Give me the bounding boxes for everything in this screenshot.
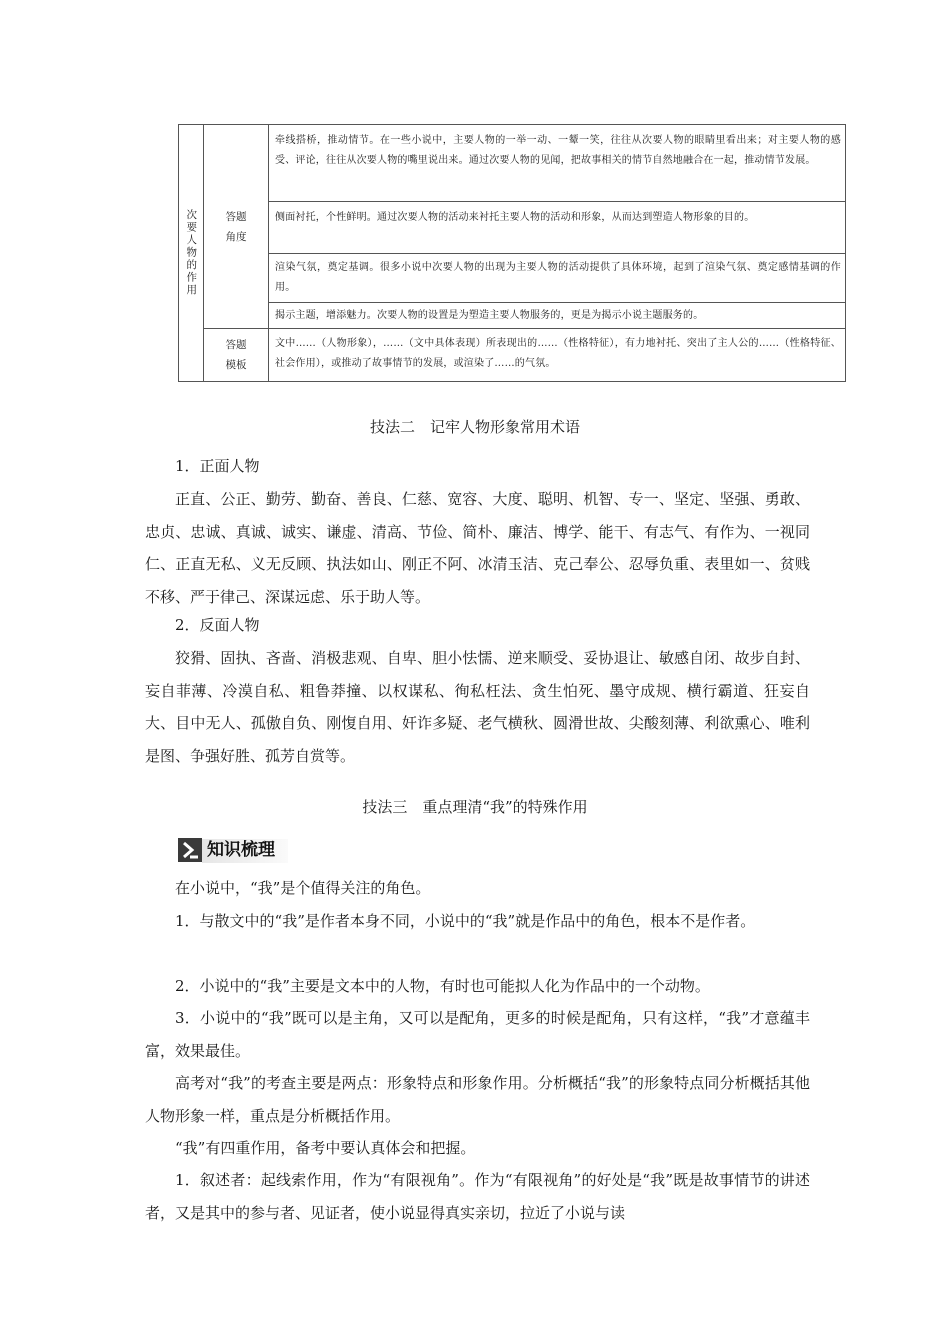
secondary-character-table	[178, 124, 846, 382]
angle-row-1: 牵线搭桥，推动情节。在一些小说中，主要人物的一举一动、一颦一笑，往往从次要人物的眼睛里看出来；对主要人物的感受、评论，往往从次要人物的嘴里说出来。通过次要人物的见闻，把故事相关的情节自然地融合在一起，推动情节发展。	[275, 135, 841, 166]
s3-paragraph-3: 2．小说中的“我”主要是文本中的人物，有时也可能拟人化为作品中的一个动物。	[175, 977, 710, 995]
angle-row-4: 揭示主题，增添魅力。次要人物的设置是为塑造主要人物服务的，更是为揭示小说主题服务的。	[275, 310, 704, 321]
answer-angle-label: 答题角度	[225, 211, 247, 243]
arrow-icon	[178, 838, 202, 862]
s3-paragraph-5: 高考对“我”的考查主要是两点：形象特点和形象作用。分析概括“我”的形象特点同分析概括其他人物形象一样，重点是分析概括作用。	[145, 1074, 810, 1125]
table-topic-cell: 次要人物的作用	[185, 209, 198, 297]
s3-paragraph-6: “我”有四重作用，备考中要认真体会和把握。	[175, 1139, 476, 1157]
s3-paragraph-2: 1．与散文中的“我”是作者本身不同，小说中的“我”就是作品中的角色，根本不是作者。	[175, 912, 756, 930]
badge-label: 知识梳理	[207, 840, 275, 860]
negative-terms: 狡猾、固执、吝啬、消极悲观、自卑、胆小怯懦、逆来顺受、妥协退让、敏感自闭、故步自封、妄自菲薄、冷漠自私、粗鲁莽撞、以权谋私、徇私枉法、贪生怕死、墨守成规、横行霸道、狂妄自大、目中无人、孤傲自负、刚愎自用、奸诈多疑、老气横秋、圆滑世故、尖酸刻薄、利欲熏心、唯利是图、争强好胜、孤芳自赏等。	[145, 649, 810, 765]
s3-paragraph-4: 3．小说中的“我”既可以是主角，又可以是配角，更多的时候是配角，只有这样，“我”才意蕴丰富，效果最佳。	[145, 1009, 810, 1060]
template-text: 文中……（人物形象），……（文中具体表现）所表现出的……（性格特征），有力地衬托、突出了主人公的……（性格特征、社会作用），或推动了故事情节的发展，或渲染了……的气氛。	[275, 338, 841, 369]
positive-terms: 正直、公正、勤劳、勤奋、善良、仁慈、宽容、大度、聪明、机智、专一、坚定、坚强、勇敢、忠贞、忠诚、真诚、诚实、谦虚、清高、节俭、简朴、廉洁、博学、能干、有志气、有作为、一视同仁、正直无私、义无反顾、执法如山、刚正不阿、冰清玉洁、克己奉公、忍辱负重、表里如一、贫贱不移、严于律己、深谋远虑、乐于助人等。	[145, 490, 810, 606]
answer-template-label: 答题模板	[225, 339, 247, 371]
section3-title: 技法三 重点理清“我”的特殊作用	[362, 798, 588, 816]
positive-heading: 1．正面人物	[175, 457, 260, 475]
negative-heading: 2．反面人物	[175, 616, 260, 634]
knowledge-badge	[178, 837, 290, 867]
s3-paragraph-7: 1．叙述者：起线索作用，作为“有限视角”。作为“有限视角”的好处是“我”既是故事情节的讲述者，又是其中的参与者、见证者，使小说显得真实亲切，拉近了小说与读	[145, 1171, 810, 1222]
section2-title: 技法二 记牢人物形象常用术语	[369, 418, 580, 436]
angle-row-2: 侧面衬托，个性鲜明。通过次要人物的活动来衬托主要人物的活动和形象，从而达到塑造人物形象的目的。	[275, 212, 755, 223]
angle-row-3: 渲染气氛，奠定基调。很多小说中次要人物的出现为主要人物的活动提供了具体环境，起到了渲染气氛、奠定感情基调的作用。	[275, 262, 841, 293]
s3-paragraph-1: 在小说中，“我”是个值得关注的角色。	[175, 879, 431, 897]
